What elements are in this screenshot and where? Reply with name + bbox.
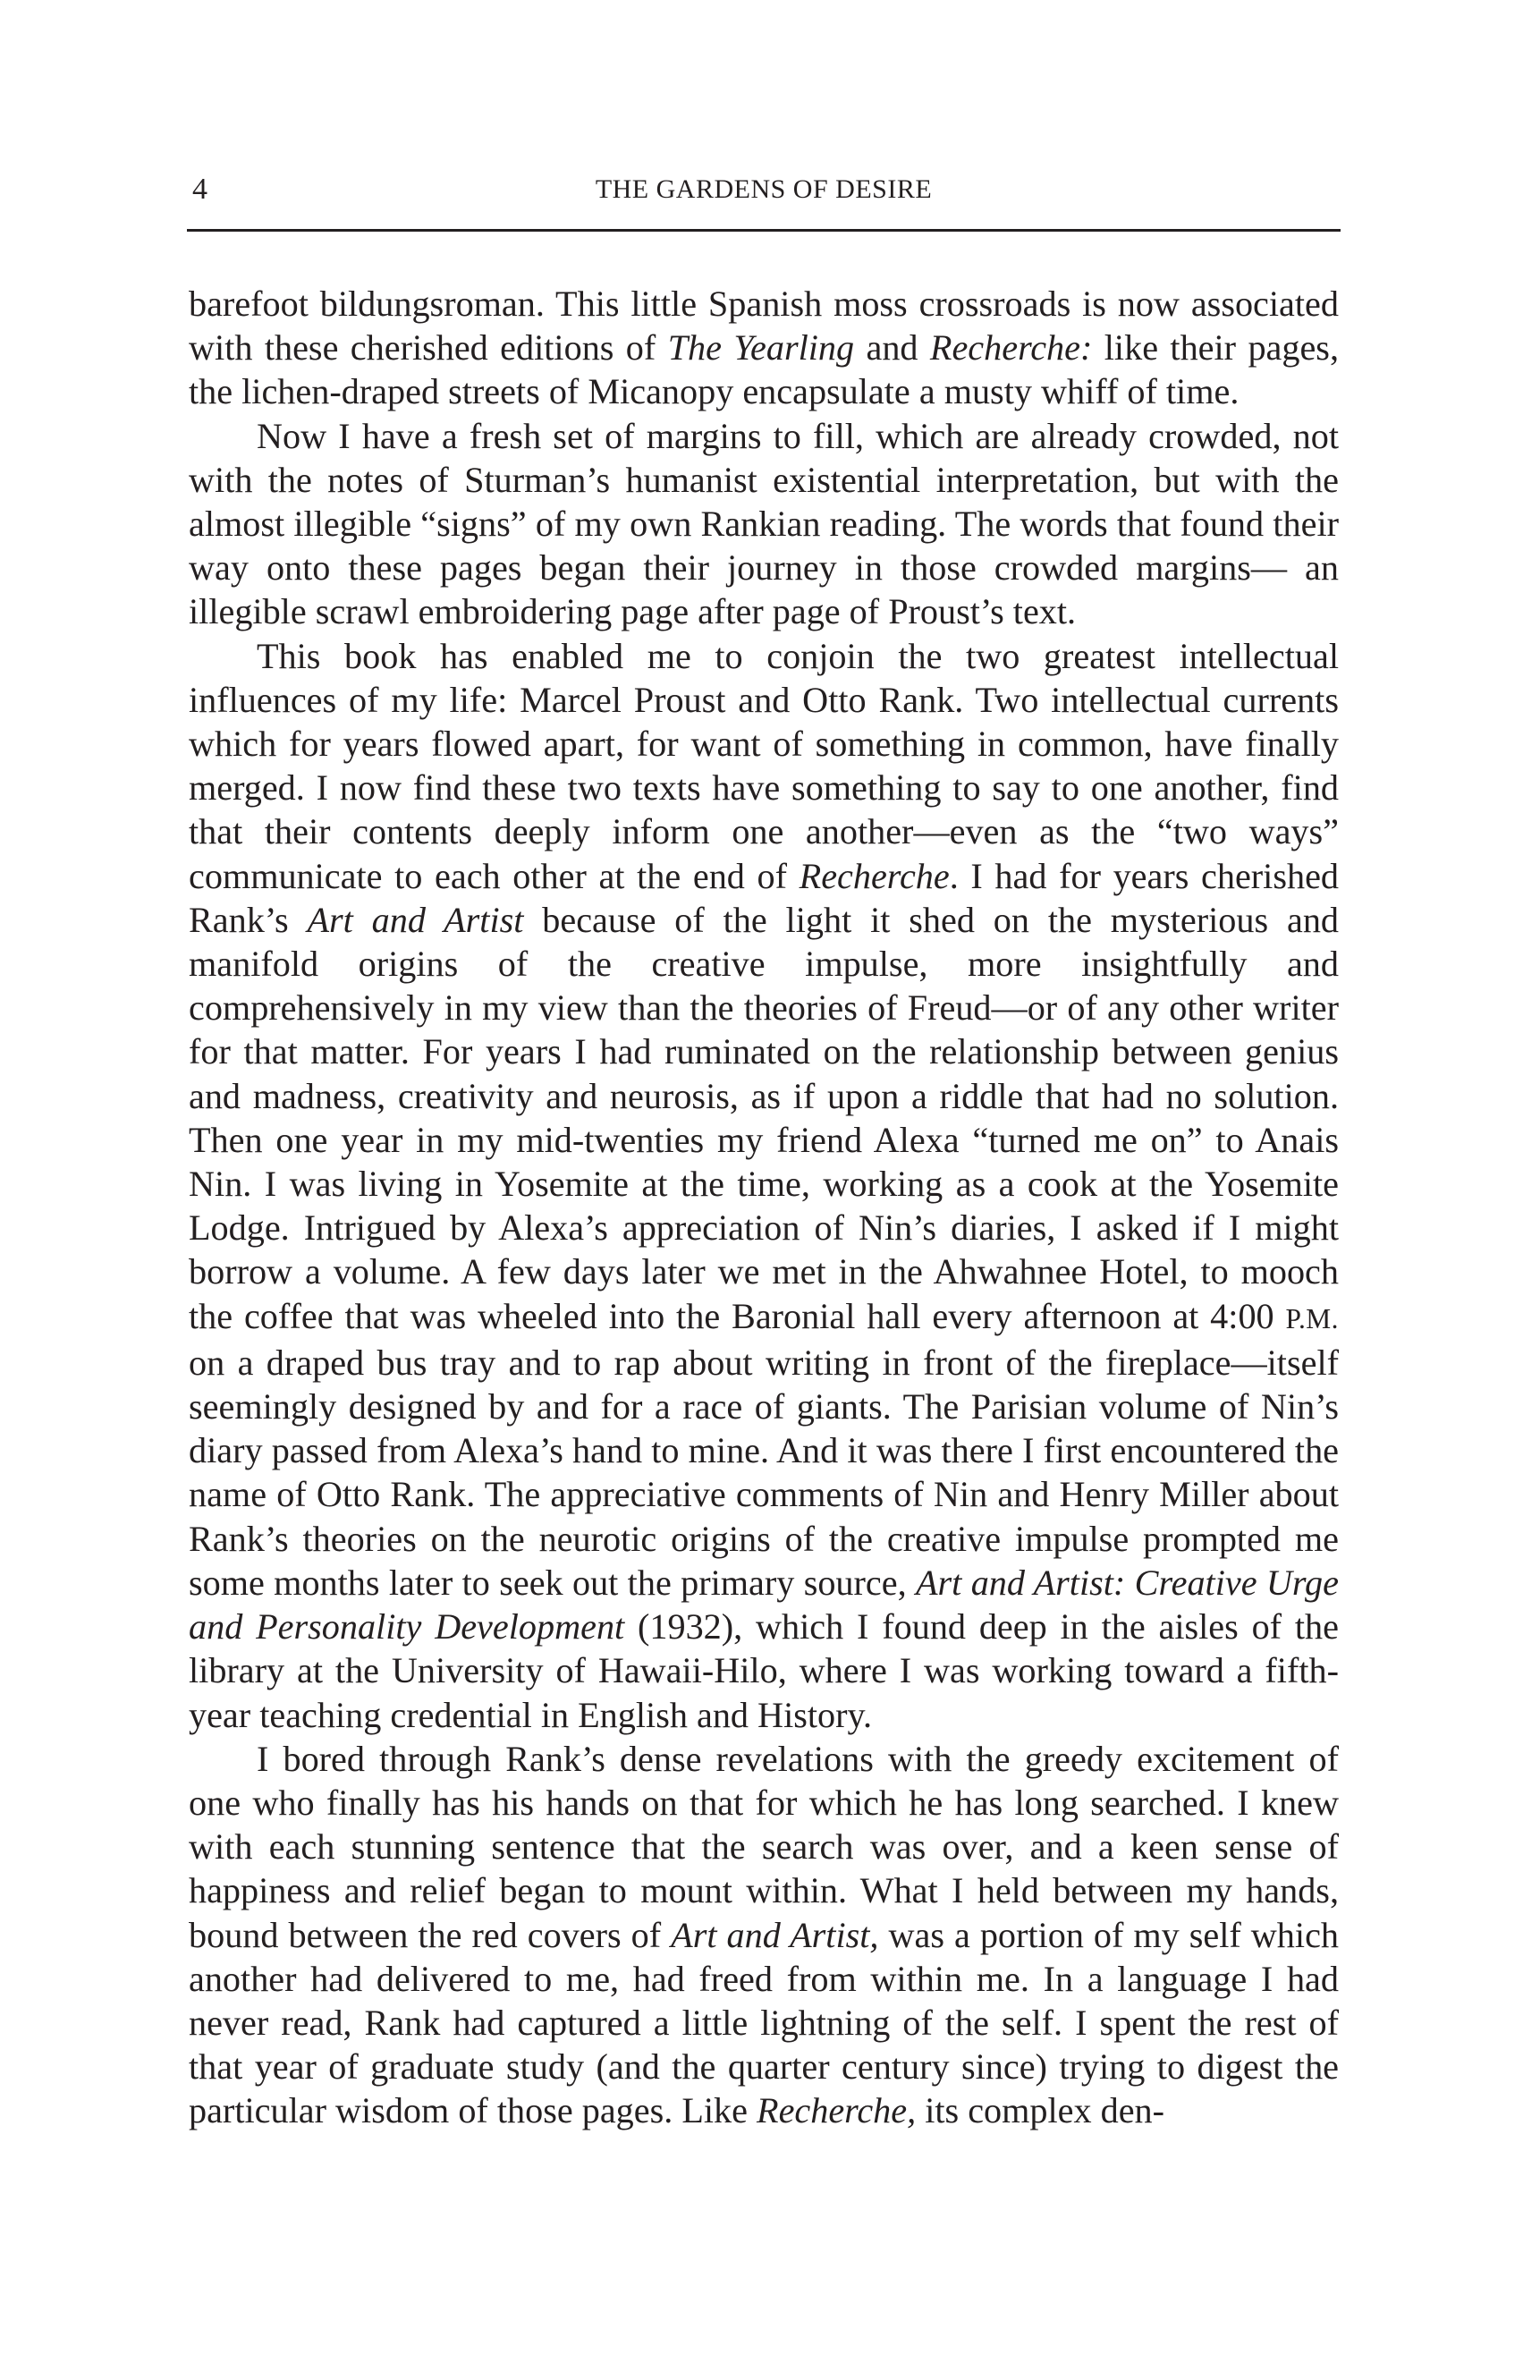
text-run: because of the light it shed on the mysterious and manifold origins of the creative impulse, more insightfully and comprehensively in my view than the theories of Freud—or of any other writer for that matter. For years I had ruminated on the relationship between genius and madness, creativity and neurosis, as if upon a riddle that had no solution. Then one year in my mid-twenties my friend Alexa “turned me on” to Anais Nin. I was living in Yosemite at the time, working as a cook at the Yosemite Lodge. Intrigued by Alexa’s appreciation of Nin’s diaries, I asked if I might borrow a volume. A few days later we met in the Ahwahnee Hotel, to mooch the coffee that was wheeled into the Baronial hall every afternoon at 4:00 xyxy=(189,899,1340,1336)
italic-title: Recherche: xyxy=(929,327,1093,368)
text-run: (1932), which I found deep in the aisles of the library at the University of Hawaii-Hilo, where I was working toward a fifth-year teaching credential in English and History. xyxy=(189,1606,1339,1735)
text-run: . I had for years cherished Rank’s xyxy=(189,855,1339,940)
page-header xyxy=(189,170,1339,209)
text-run: its complex den- xyxy=(916,2090,1165,2131)
text-run: and xyxy=(854,327,930,368)
text-run: on a draped bus tray and to rap about writing in front of the fireplace—itself seemingly designed by and for a race of giants. The Parisian volume of Nin’s diary passed from Alexa’s hand to mine. And it was there I first encountered the name of Otto Rank. The appreciative comments of Nin and Henry Miller about Rank’s theories on the neurotic origins of the creative impulse prompted me some months later to seek out the primary source, xyxy=(189,1342,1339,1603)
paragraph-3 xyxy=(189,634,1339,1737)
italic-title: Art and Artist, xyxy=(671,1914,879,1955)
text-run: like their pages, the lichen-draped streets of Micanopy encapsulate a musty whiff of time. xyxy=(189,327,1339,412)
small-caps-time: P.M. xyxy=(1285,1302,1339,1334)
paragraph-2 xyxy=(189,414,1339,634)
text-run: was a portion of my self which another had delivered to me, had freed from within me. In a language I had never read, Rank had captured a little lightning of the self. I spent the rest of that year of graduate study (and the quarter century since) trying to digest the particular wisdom of those pages. Like xyxy=(189,1914,1339,2131)
header-rule xyxy=(187,229,1341,232)
text-run: I bored through Rank’s dense revelations with the greedy excitement of one who finally has his hands on that for which he has long searched. I knew with each stunning sentence that the search was over, and a keen sense of happiness and relief began to mount within. What I held between my hands, bound between the red covers of xyxy=(189,1738,1339,1955)
body-text xyxy=(189,282,1339,2133)
running-title: THE GARDENS OF DESIRE xyxy=(595,174,933,204)
text-run: This book has enabled me to conjoin the two greatest intellectual influences of my life: Marcel Proust and Otto Rank. Two intellectual currents which for years flowed apart, for want of something in common, have finally merged. I now find these two texts have something to say to one another, find that their contents deeply inform one another—even as the “two ways” communicate to each other at the end of xyxy=(189,635,1339,896)
paragraph-1 xyxy=(189,282,1339,414)
italic-title: Art and Artist: Creative Urge and Personality Development xyxy=(189,1562,1339,1647)
italic-title: The Yearling xyxy=(667,327,855,368)
text-run: Now I have a fresh set of margins to fill, which are already crowded, not with the notes of Sturman’s humanist existential interpretation, but with the almost illegible “signs” of my own Rankian reading. The words that found their way onto these pages began their journey in those crowded margins— an illegible scrawl embroidering page after page of Proust’s text. xyxy=(189,415,1339,632)
page-number: 4 xyxy=(192,173,207,206)
paragraph-4 xyxy=(189,1737,1339,2133)
italic-title: Art and Artist xyxy=(307,899,524,940)
italic-title: Recherche, xyxy=(757,2090,917,2131)
text-run: barefoot bildungsroman. This little Spanish moss crossroads is now associated with these cherished editions of xyxy=(189,284,1339,368)
italic-title: Recherche xyxy=(799,855,950,896)
